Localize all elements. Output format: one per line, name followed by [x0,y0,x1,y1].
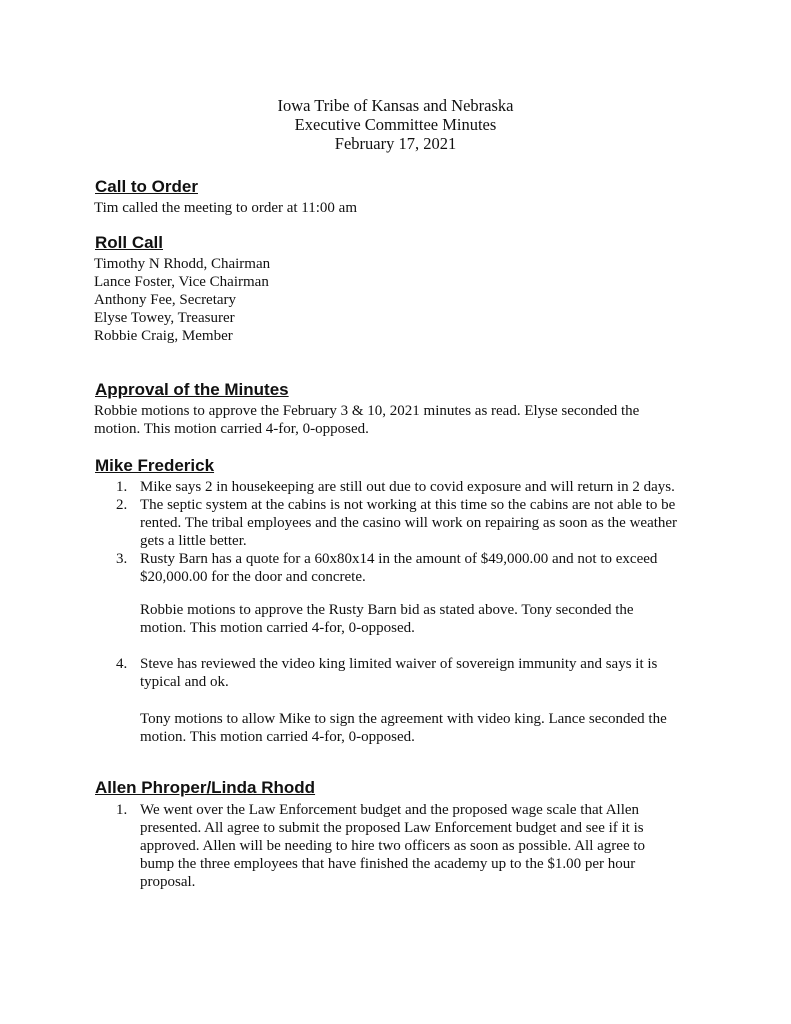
mike-frederick-list-continued [94,655,734,691]
item-line: gets a little better. [140,533,247,549]
item-number: 1. [116,479,128,495]
item-line: Rusty Barn has a quote for a 60x80x14 in the amount of $49,000.00 and not to exceed [140,551,658,567]
motion-line: Tony motions to allow Mike to sign the agreement with video king. Lance seconded the [140,711,667,727]
roll-call-member: Anthony Fee, Secretary [94,292,237,308]
item-line: rented. The tribal employees and the casino will work on repairing as soon as the weather [140,515,678,531]
roll-call-member: Robbie Craig, Member [94,328,233,344]
item-line: The septic system at the cabins is not working at this time so the cabins are not able to be [140,497,676,513]
roll-call-member: Timothy N Rhodd, Chairman [94,256,271,272]
item-number: 1. [116,802,128,818]
list-item [94,496,734,550]
call-to-order-heading: Call to Order [95,177,198,196]
motion-line: motion. This motion carried 4-for, 0-opposed. [140,729,415,745]
meeting-date: February 17, 2021 [334,134,457,153]
list-item [94,801,734,891]
video-king-motion [94,710,734,746]
approval-line: motion. This motion carried 4-for, 0-opposed. [94,421,369,437]
allen-linda-list [94,801,734,891]
document-header [0,96,791,153]
allen-linda-heading: Allen Phroper/Linda Rhodd [95,778,316,797]
list-item [94,478,734,496]
roll-call-heading: Roll Call [95,233,164,252]
roll-call-member: Elyse Towey, Treasurer [94,310,235,326]
item-line: bump the three employees that have finished the academy up to the $1.00 per hour [140,856,636,872]
roll-call-list [94,255,714,345]
item-line: proposal. [140,874,196,890]
document-title: Executive Committee Minutes [294,115,497,134]
rusty-barn-motion [94,601,734,637]
item-line: Steve has reviewed the video king limited waiver of sovereign immunity and says it is [140,656,658,672]
call-to-order-section [94,199,714,217]
item-line: typical and ok. [140,674,229,690]
approval-section [94,402,714,438]
item-line: presented. All agree to submit the proposed Law Enforcement budget and see if it is [140,820,644,836]
motion-line: motion. This motion carried 4-for, 0-opposed. [140,620,415,636]
list-item [94,550,734,586]
approval-heading: Approval of the Minutes [95,380,289,399]
item-number: 3. [116,551,128,567]
organization-name: Iowa Tribe of Kansas and Nebraska [277,96,514,115]
call-to-order-text: Tim called the meeting to order at 11:00 am [94,200,357,216]
item-number: 4. [116,656,128,672]
item-line: approved. Allen will be needing to hire two officers as soon as possible. All agree to [140,838,646,854]
motion-line: Robbie motions to approve the Rusty Barn bid as stated above. Tony seconded the [140,602,634,618]
item-number: 2. [116,497,128,513]
item-line: We went over the Law Enforcement budget and the proposed wage scale that Allen [140,802,640,818]
list-item [94,655,734,691]
item-line: $20,000.00 for the door and concrete. [140,569,366,585]
mike-frederick-heading: Mike Frederick [95,456,215,475]
approval-line: Robbie motions to approve the February 3 & 10, 2021 minutes as read. Elyse seconded the [94,403,640,419]
roll-call-member: Lance Foster, Vice Chairman [94,274,269,290]
mike-frederick-list [94,478,734,586]
item-line: Mike says 2 in housekeeping are still out due to covid exposure and will return in 2 days. [140,479,675,495]
